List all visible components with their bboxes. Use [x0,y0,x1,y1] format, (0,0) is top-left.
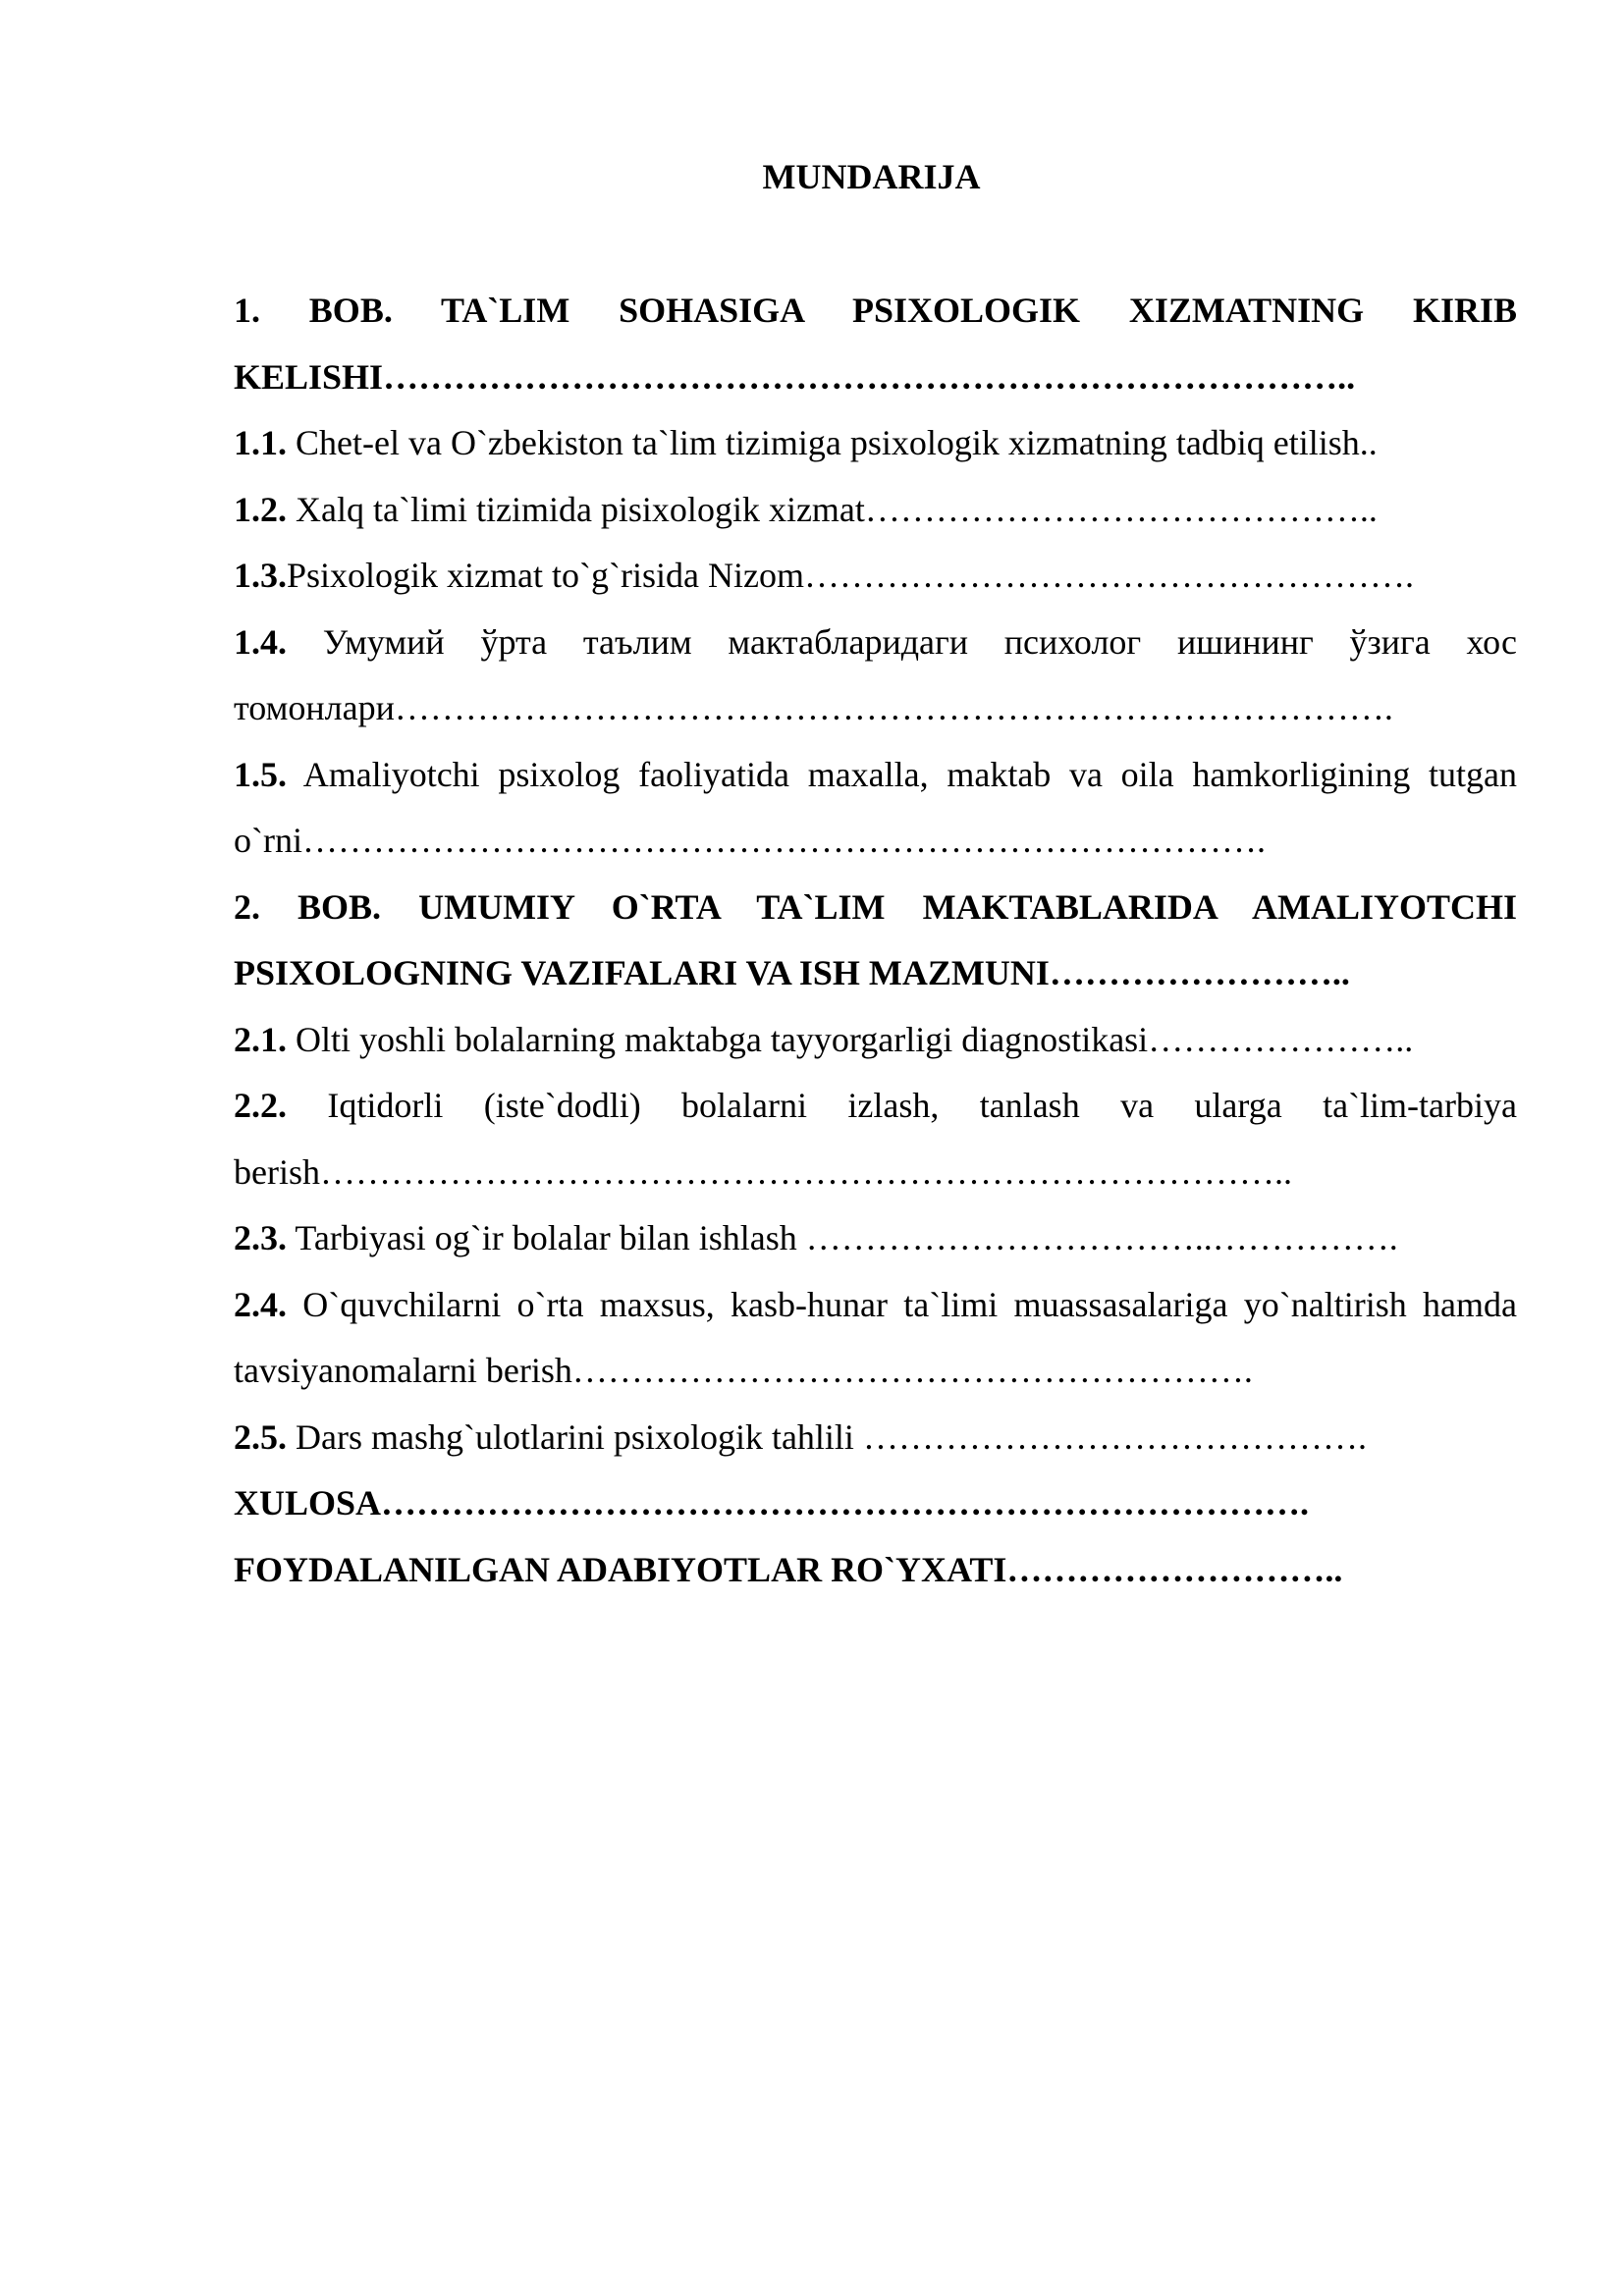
toc-entry-text: Xalq ta`limi tizimida pisixologik xizmat [287,489,865,529]
toc-entry-leader: …………………………………….. [864,489,1378,529]
toc-entry-leader: ……………………………………………………………………. [381,1483,1310,1522]
toc-entry-2-5 [234,1405,1517,1471]
toc-entry-conclusion [234,1470,1517,1537]
toc-entry-text: Dars mashg`ulotlarini psixologik tahlili [287,1416,863,1457]
toc-entry-number: 1.1. [234,423,287,462]
toc-entry-text: Chet-el va O`zbekiston ta`lim tizimiga psixologik xizmatning tadbiq etilish [287,423,1360,462]
toc-entry-text: 1. BOB. TA`LIM SOHASIGA PSIXOLOGIK XIZMATNING KIRIB KELISHI [234,291,1517,397]
toc-entry-bibliography [234,1537,1517,1604]
toc-entry-text: FOYDALANILGAN ADABIYOTLAR RO`YXATI [234,1549,1007,1589]
page-title: MUNDARIJA [762,157,981,196]
toc-entry-leader: ……………………………………………………………………….. [319,1151,1292,1192]
toc-entry-text: Psixologik xizmat to`g`risida Nizom [287,556,804,595]
toc-entry-text: Iqtidorli (iste`dodli) bolalarni izlash, tanlash va ularga ta`lim-tarbiya berish [234,1086,1517,1192]
toc-entry-number: 2.1. [234,1019,287,1059]
toc-entry-leader: …………………………………………………. [571,1351,1253,1390]
toc-entry-text: 2. BOB. UMUMIY O`RTA TA`LIM MAKTABLARIDA AMALIYOTCHI PSIXOLOGNING VAZIFALARI VA ISH MAZMUNI [234,886,1517,992]
toc-entry-leader: ………………………………………………………………………. [301,821,1266,860]
toc-entry-number: 1.2. [234,489,287,529]
toc-entry-1-5 [234,742,1517,875]
toc-entry-text: Olti yoshli bolalarning maktabga tayyorgarligi diagnostikasi [287,1019,1149,1059]
toc-entry-leader: ……………………………………. [862,1416,1367,1457]
toc-entry-leader: ……………………………………………………………………….. [383,356,1356,397]
toc-entry-leader: ……………………………..……………. [805,1218,1398,1257]
toc-entry-1-1 [234,410,1517,477]
toc-entry-text: Amaliyotchi psixolog faoliyatida maxalla, maktab va oila hamkorligining tutgan o`rni [234,754,1517,860]
table-of-contents [234,278,1517,1603]
toc-entry-leader: ……………………………………………. [803,556,1414,595]
toc-entry-number: 1.5. [234,754,287,794]
toc-entry-leader: …………………….. [1049,953,1350,992]
toc-entry-leader: ………………….. [1148,1019,1414,1059]
toc-entry-leader: …………………………………………………………………………. [394,688,1393,727]
toc-entry-1-4 [234,610,1517,742]
toc-entry-number: 1.4. [234,621,287,662]
toc-entry-number: 2.2. [234,1086,287,1125]
toc-entry-number: 2.3. [234,1218,287,1257]
toc-entry-2-2 [234,1073,1517,1205]
toc-entry-text: Умумий ўрта таълим мактабларидаги психолог ишининг ўзига хос томонлари [234,621,1517,727]
toc-entry-number: 2.4. [234,1284,287,1324]
toc-entry-chapter-2 [234,875,1517,1007]
toc-entry-number: 2.5. [234,1416,287,1457]
toc-entry-leader: ……………………….. [1006,1549,1343,1589]
toc-entry-text: O`quvchilarni o`rta maxsus, kasb-hunar ta`limi muassasalariga yo`naltirish hamda tavsiyanomalarni berish [234,1284,1517,1390]
toc-entry-1-3 [234,543,1517,610]
toc-entry-chapter-1 [234,278,1517,410]
toc-entry-2-3 [234,1205,1517,1272]
toc-entry-text: XULOSA [234,1483,382,1522]
toc-entry-number: 1.3. [234,556,287,595]
toc-entry-2-1 [234,1007,1517,1074]
toc-entry-1-2 [234,477,1517,544]
toc-entry-leader: .. [1359,423,1378,462]
toc-entry-text: Tarbiyasi og`ir bolalar bilan ishlash [287,1218,806,1257]
toc-entry-2-4 [234,1272,1517,1405]
